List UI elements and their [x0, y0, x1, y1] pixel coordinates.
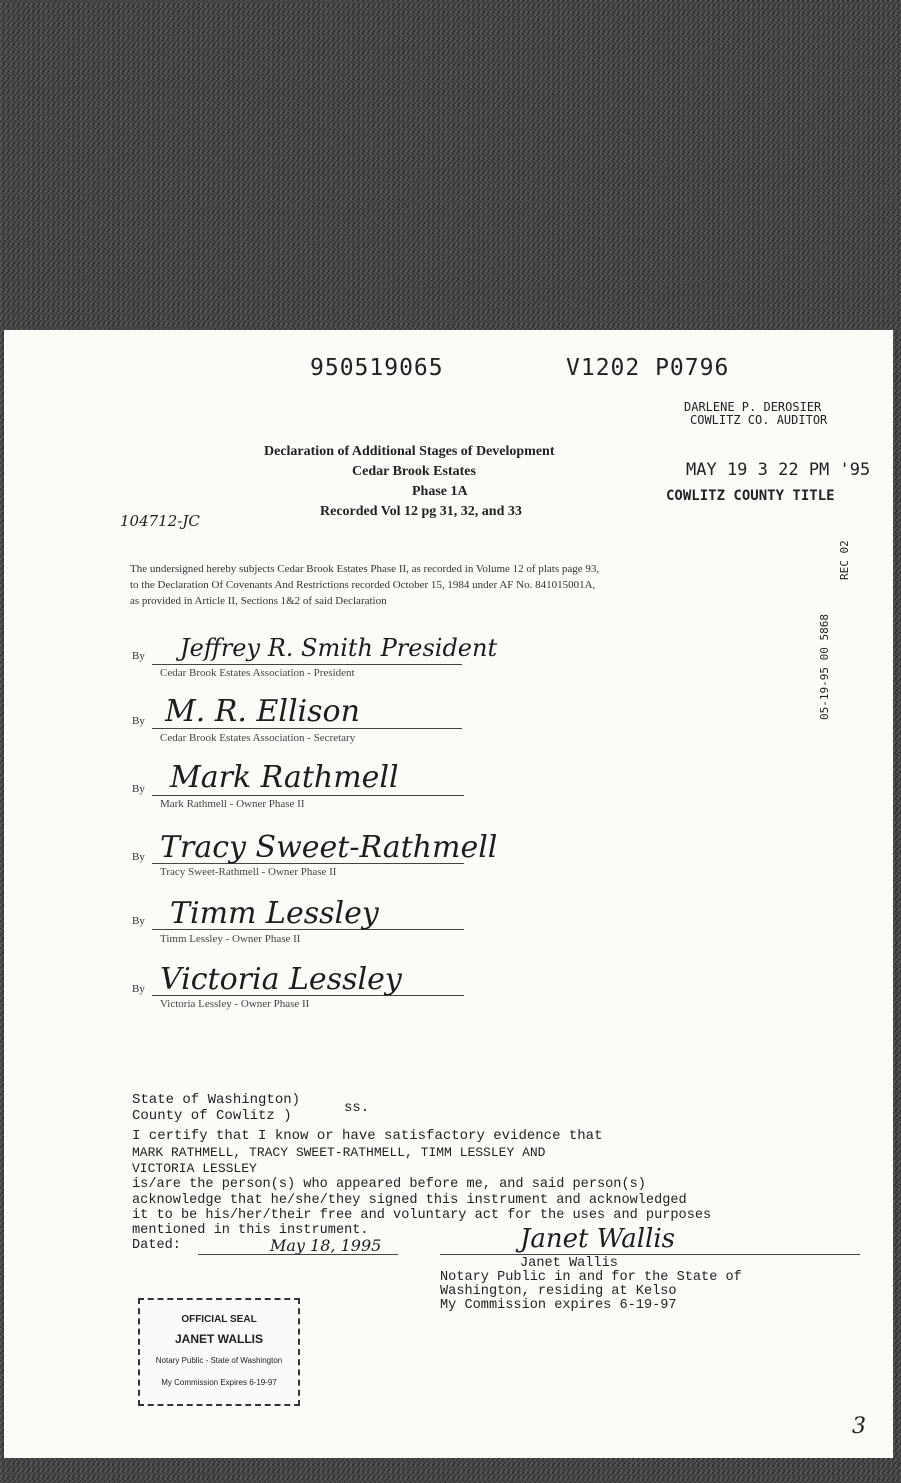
by-label: By: [132, 783, 145, 795]
seal-line-4: My Commission Expires 6-19-97: [161, 1378, 277, 1387]
side-rec-stamp: REC 02: [838, 540, 851, 580]
recorded-stamp: MAY 19 3 22 PM '95: [686, 460, 871, 480]
seal-line-2: JANET WALLIS: [174, 1332, 263, 1346]
seal-line-3: Notary Public - State of Washington: [155, 1356, 283, 1365]
title-company-stamp: COWLITZ COUNTY TITLE: [666, 488, 835, 504]
scan-edge-bottom: [0, 1458, 901, 1483]
signatory-victoria-lessley: Victoria Lessley - Owner Phase II: [160, 998, 310, 1010]
signatory-mark-rathmell: Mark Rathmell - Owner Phase II: [160, 798, 305, 810]
signature-timm-lessley: Timm Lessley: [170, 896, 379, 931]
notary-line-2: MARK RATHMELL, TRACY SWEET-RATHMELL, TIMM LESSLEY AND: [132, 1145, 546, 1160]
scan-background-top: [0, 0, 901, 330]
by-label: By: [132, 983, 145, 995]
signatory-president: Cedar Brook Estates Association - President: [160, 667, 355, 679]
title-line-4: Recorded Vol 12 pg 31, 32, and 33: [320, 504, 522, 519]
body-line-3: as provided in Article II, Sections 1&2 of said Declaration: [130, 595, 387, 607]
official-seal-stamp: [138, 1298, 300, 1406]
signatory-tracy-sweet-rathmell: Tracy Sweet-Rathmell - Owner Phase II: [160, 866, 337, 878]
dated-value: May 18, 1995: [270, 1236, 382, 1255]
notary-line-7: mentioned in this instrument.: [132, 1223, 369, 1238]
notary-line-6: it to be his/her/their free and voluntary act for the uses and purposes: [132, 1208, 712, 1223]
notary-state: State of Washington): [132, 1092, 301, 1108]
notary-county: County of Cowlitz ): [132, 1108, 292, 1124]
auditor-name: DARLENE P. DEROSIER: [684, 400, 822, 414]
notary-line-3: VICTORIA LESSLEY: [132, 1161, 257, 1176]
notary-ss: ss.: [344, 1100, 370, 1116]
auditor-title: COWLITZ CO. AUDITOR: [690, 413, 828, 427]
title-line-3: Phase 1A: [412, 484, 468, 499]
signature-victoria-lessley: Victoria Lessley: [160, 962, 402, 997]
side-stamp: 05-19-95 00 5868: [818, 614, 831, 720]
handwritten-reference: 104712-JC: [120, 512, 200, 530]
notary-line-1: I certify that I know or have satisfactory evidence that: [132, 1128, 603, 1144]
notary-line-5: acknowledge that he/she/they signed this instrument and acknowledged: [132, 1193, 687, 1208]
by-label: By: [132, 915, 145, 927]
signature-president: Jeffrey R. Smith President: [180, 634, 498, 662]
notary-name: Janet Wallis: [520, 1256, 618, 1271]
title-line-1: Declaration of Additional Stages of Development: [264, 444, 555, 459]
notary-title: Notary Public in and for the State of: [440, 1270, 742, 1285]
notary-signature: Janet Wallis: [520, 1224, 676, 1254]
volume-page: V1202 P0796: [566, 355, 730, 381]
signatory-secretary: Cedar Brook Estates Association - Secretary: [160, 732, 356, 744]
signature-tracy-sweet-rathmell: Tracy Sweet-Rathmell: [160, 830, 498, 865]
signature-mark-rathmell: Mark Rathmell: [170, 760, 399, 795]
notary-residing: Washington, residing at Kelso: [440, 1284, 677, 1299]
by-label: By: [132, 715, 145, 727]
by-label: By: [132, 851, 145, 863]
title-line-2: Cedar Brook Estates: [352, 464, 476, 479]
body-line-2: to the Declaration Of Covenants And Restrictions recorded October 15, 1984 under AF No. 841015001A,: [130, 579, 596, 591]
scan-edge-right: [893, 330, 901, 1483]
instrument-number: 950519065: [310, 355, 444, 381]
page-mark: 3: [852, 1414, 866, 1439]
notary-commission: My Commission expires 6-19-97: [440, 1298, 677, 1313]
by-label: By: [132, 650, 145, 662]
body-line-1: The undersigned hereby subjects Cedar Brook Estates Phase II, as recorded in Volume 12 of plats page 93,: [130, 563, 600, 575]
notary-line-4: is/are the person(s) who appeared before me, and said person(s): [132, 1177, 646, 1192]
signatory-timm-lessley: Timm Lessley - Owner Phase II: [160, 933, 301, 945]
signature-secretary: M. R. Ellison: [165, 694, 360, 729]
notary-signature-line: [440, 1254, 860, 1255]
signature-line: [152, 795, 464, 796]
seal-line-1: OFFICIAL SEAL: [181, 1314, 257, 1325]
signature-line: [152, 664, 462, 665]
dated-label: Dated:: [132, 1238, 181, 1253]
